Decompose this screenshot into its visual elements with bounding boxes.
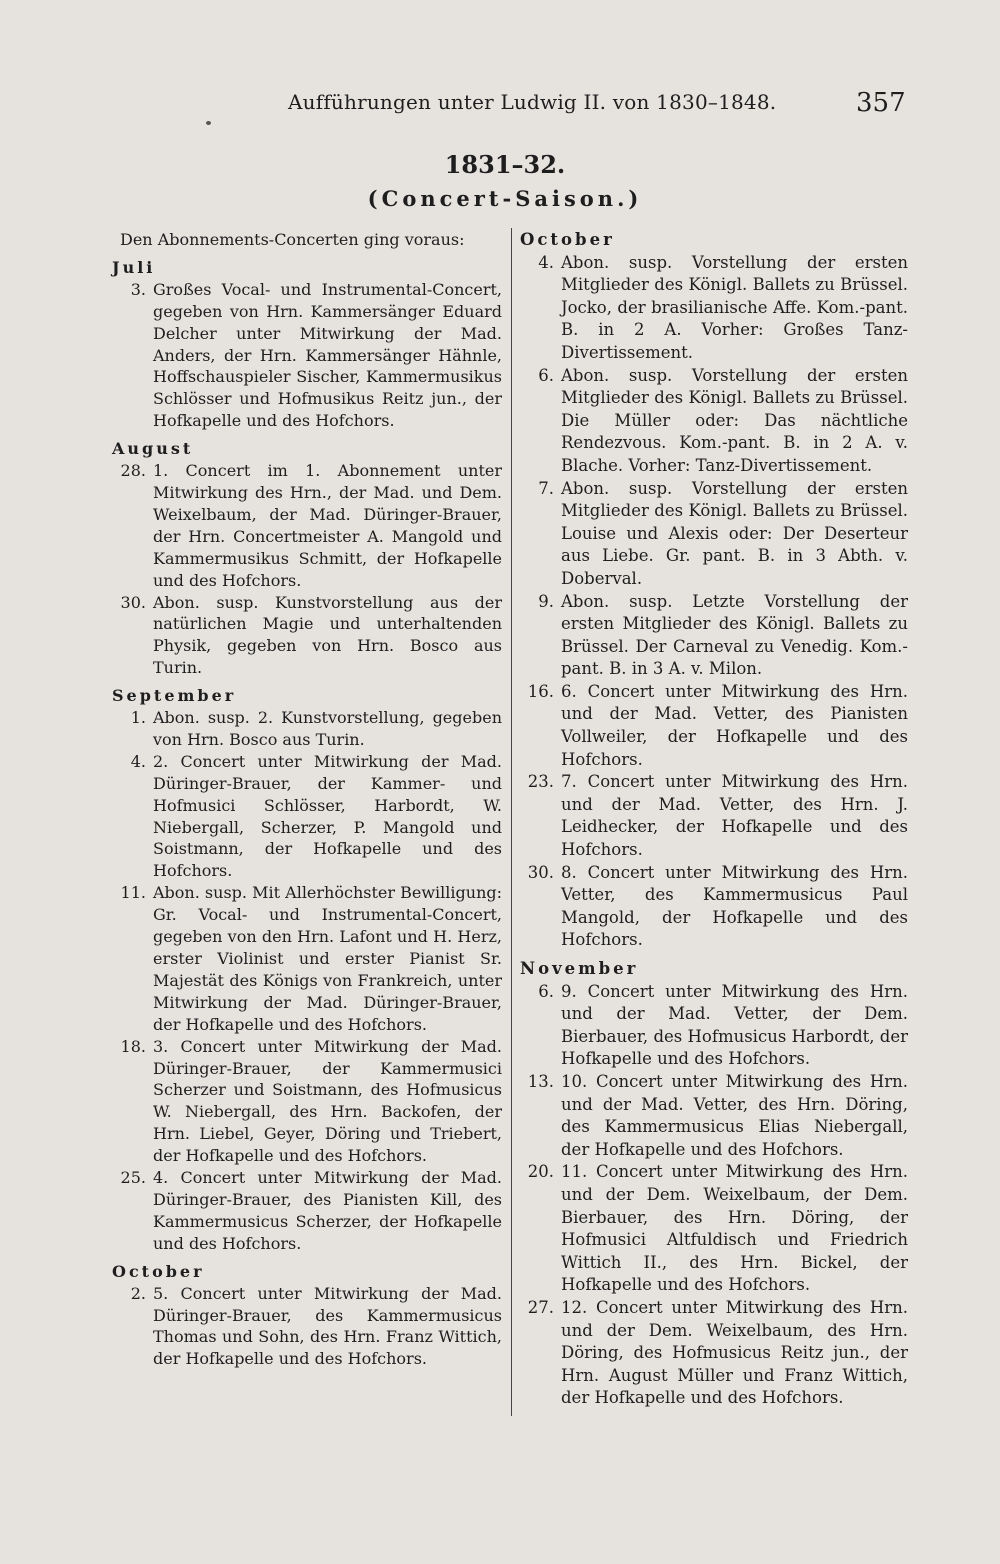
entry-day: 11. — [120, 883, 146, 903]
performance-entry — [112, 592, 502, 680]
entry-text: Abon. susp. Vorstellung der ersten Mitglieder des Königl. Ballets zu Brüssel. Louise und Alexis oder: Der Deserteur aus Liebe. Gr. pant. B. in 3 Abth. v. Doberval. — [561, 478, 908, 588]
month-heading: November — [520, 959, 639, 978]
performance-entry — [520, 1297, 908, 1410]
season-year-heading: 1831–32. — [444, 150, 566, 179]
performance-entry — [112, 1167, 502, 1255]
performance-entry — [520, 981, 908, 1071]
running-title: Aufführungen unter Ludwig II. von 1830–1848. — [288, 90, 777, 114]
entry-text: 8. Concert unter Mitwirkung des Hrn. Vetter, des Kammermusicus Paul Mangold, der Hofkapelle und des Hofchors. — [561, 862, 908, 950]
entry-day: 6. — [538, 365, 554, 385]
ink-speck — [206, 121, 211, 125]
entry-day: 4. — [538, 252, 554, 272]
performance-entry — [112, 1036, 502, 1167]
entry-day: 23. — [527, 772, 554, 792]
entry-day: 4. — [130, 751, 146, 771]
entry-day: 9. — [538, 591, 554, 611]
page-number: 357 — [856, 88, 906, 118]
entry-text: Abon. susp. Vorstellung der ersten Mitglieder des Königl. Ballets zu Brüssel. Jocko, der brasilianische Affe. Kom.-pant. B. in 2 A. Vorher: Großes Tanz-Divertissement. — [561, 252, 908, 362]
entry-text: 7. Concert unter Mitwirkung des Hrn. und der Mad. Vetter, des Hrn. J. Leidhecker, der Hofkapelle und des Hofchors. — [561, 772, 908, 860]
month-heading: September — [112, 686, 237, 706]
entry-text: 12. Concert unter Mitwirkung des Hrn. und der Dem. Weixelbaum, des Hrn. Döring, des Hofmusicus Reitz jun., der Hrn. August Müller und Franz Wittich, der Hofkapelle und des Hofchors. — [561, 1297, 908, 1408]
month-heading: August — [112, 439, 194, 459]
right-column — [520, 229, 908, 1410]
entry-text: Abon. susp. Vorstellung der ersten Mitglieder des Königl. Ballets zu Brüssel. Die Müller oder: Das nächtliche Rendezvous. Kom.-pant. B. in 2 A. v. Blache. Vorher: Tanz-Divertissement. — [561, 365, 908, 475]
entry-day: 6. — [538, 981, 554, 1001]
entry-day: 18. — [120, 1036, 146, 1056]
season-name-heading: (Concert-Saison.) — [367, 186, 643, 211]
entry-text: Abon. susp. 2. Kunstvorstellung, gegeben von Hrn. Bosco aus Turin. — [153, 708, 502, 749]
performance-entry — [520, 478, 908, 591]
performance-entry — [112, 882, 502, 1035]
intro-line: Den Abonnements-Concerten ging voraus: — [120, 230, 465, 249]
entry-day: 7. — [538, 478, 554, 498]
performance-entry — [520, 365, 908, 478]
column-divider — [511, 228, 512, 1416]
performance-entry — [520, 1071, 908, 1161]
entry-day: 13. — [527, 1071, 554, 1091]
entry-text: Abon. susp. Mit Allerhöchster Bewilligung: Gr. Vocal- und Instrumental-Concert, gegeben von den Hrn. Lafont und H. Herz, erster Violinist und erster Pianist Sr. Majestät des Königs von Frankreich, unter Mitwirkung der Mad. Düringer-Brauer, der Hofkapelle und des Hofchors. — [153, 883, 502, 1034]
performance-entry — [520, 771, 908, 861]
performance-entry — [112, 460, 502, 591]
entry-day: 30. — [120, 592, 146, 612]
entry-day: 2. — [130, 1283, 146, 1303]
entry-text: 10. Concert unter Mitwirkung des Hrn. und der Mad. Vetter, des Hrn. Döring, des Kammermusicus Elias Niebergall, der Hofkapelle und des Hofchors. — [561, 1071, 908, 1159]
performance-entry — [112, 751, 502, 882]
entry-text: 4. Concert unter Mitwirkung der Mad. Düringer-Brauer, des Pianisten Kill, des Kammermusicus Scherzer, der Hofkapelle und des Hofchors. — [153, 1168, 502, 1253]
performance-entry — [520, 252, 908, 365]
entry-text: 11. Concert unter Mitwirkung des Hrn. und der Dem. Weixelbaum, der Dem. Bierbauer, des Hrn. Döring, der Hofmusici Altfuldisch und Friedrich Wittich II., des Hrn. Bickel, der Hofkapelle und des Hofchors. — [561, 1162, 908, 1295]
entry-day: 25. — [120, 1168, 146, 1188]
entry-day: 1. — [130, 708, 146, 728]
entry-day: 16. — [527, 681, 554, 701]
entry-text: 3. Concert unter Mitwirkung der Mad. Düringer-Brauer, der Kammermusici Scherzer und Soistmann, des Hofmusicus W. Niebergall, des Hrn. Backofen, der Hrn. Liebel, Geyer, Döring und Triebert, der Hofkapelle und des Hofchors. — [153, 1036, 502, 1166]
entry-day: 28. — [120, 461, 146, 481]
entry-text: Großes Vocal- und Instrumental-Concert, gegeben von Hrn. Kammersänger Eduard Delcher unter Mitwirkung der Mad. Anders, der Hrn. Kammersänger Hähnle, Hoffschauspieler Sischer, Kammermusikus Schlösser und Hofmusikus Reitz jun., der Hofkapelle und des Hofchors. — [153, 279, 502, 431]
entry-day: 20. — [527, 1162, 554, 1182]
entry-text: 6. Concert unter Mitwirkung des Hrn. und der Mad. Vetter, des Pianisten Vollweiler, der Hofkapelle und des Hofchors. — [561, 681, 908, 769]
entry-text: 5. Concert unter Mitwirkung der Mad. Düringer-Brauer, des Kammermusicus Thomas und Sohn, des Hrn. Franz Wittich, der Hofkapelle und des Hofchors. — [153, 1283, 502, 1369]
performance-entry — [520, 1161, 908, 1297]
entry-day: 30. — [527, 862, 554, 882]
entry-text: 2. Concert unter Mitwirkung der Mad. Düringer-Brauer, der Kammer- und Hofmusici Schlösser, Harbordt, W. Niebergall, Scherzer, P. Mangold und Soistmann, der Hofkapelle und des Hofchors. — [153, 751, 502, 881]
entry-text: Abon. susp. Kunstvorstellung aus der natürlichen Magie und unterhaltenden Physik, gegeben von Hrn. Bosco aus Turin. — [153, 592, 502, 678]
entry-text: 1. Concert im 1. Abonnement unter Mitwirkung des Hrn., der Mad. und Dem. Weixelbaum, der Mad. Düringer-Brauer, der Hrn. Concertmeister A. Mangold und Kammermusikus Schmitt, der Hofkapelle und des Hofchors. — [153, 461, 502, 590]
performance-entry — [112, 1283, 502, 1371]
month-heading: October — [112, 1261, 205, 1281]
performance-entry — [112, 279, 502, 432]
month-heading: October — [520, 230, 615, 249]
left-column — [112, 229, 502, 1370]
entry-text: Abon. susp. Letzte Vorstellung der ersten Mitglieder des Königl. Ballets zu Brüssel. Der Carneval zu Venedig. Kom.-pant. B. in 3 A. v. Milon. — [561, 591, 908, 679]
performance-entry — [520, 591, 908, 681]
entry-day: 27. — [527, 1297, 554, 1317]
performance-entry — [520, 681, 908, 771]
performance-entry — [112, 707, 502, 751]
entry-day: 3. — [130, 279, 146, 299]
month-heading: Juli — [112, 257, 156, 277]
entry-text: 9. Concert unter Mitwirkung des Hrn. und der Mad. Vetter, der Dem. Bierbauer, des Hofmusicus Harbordt, der Hofkapelle und des Hofchors. — [561, 981, 908, 1069]
performance-entry — [520, 862, 908, 952]
